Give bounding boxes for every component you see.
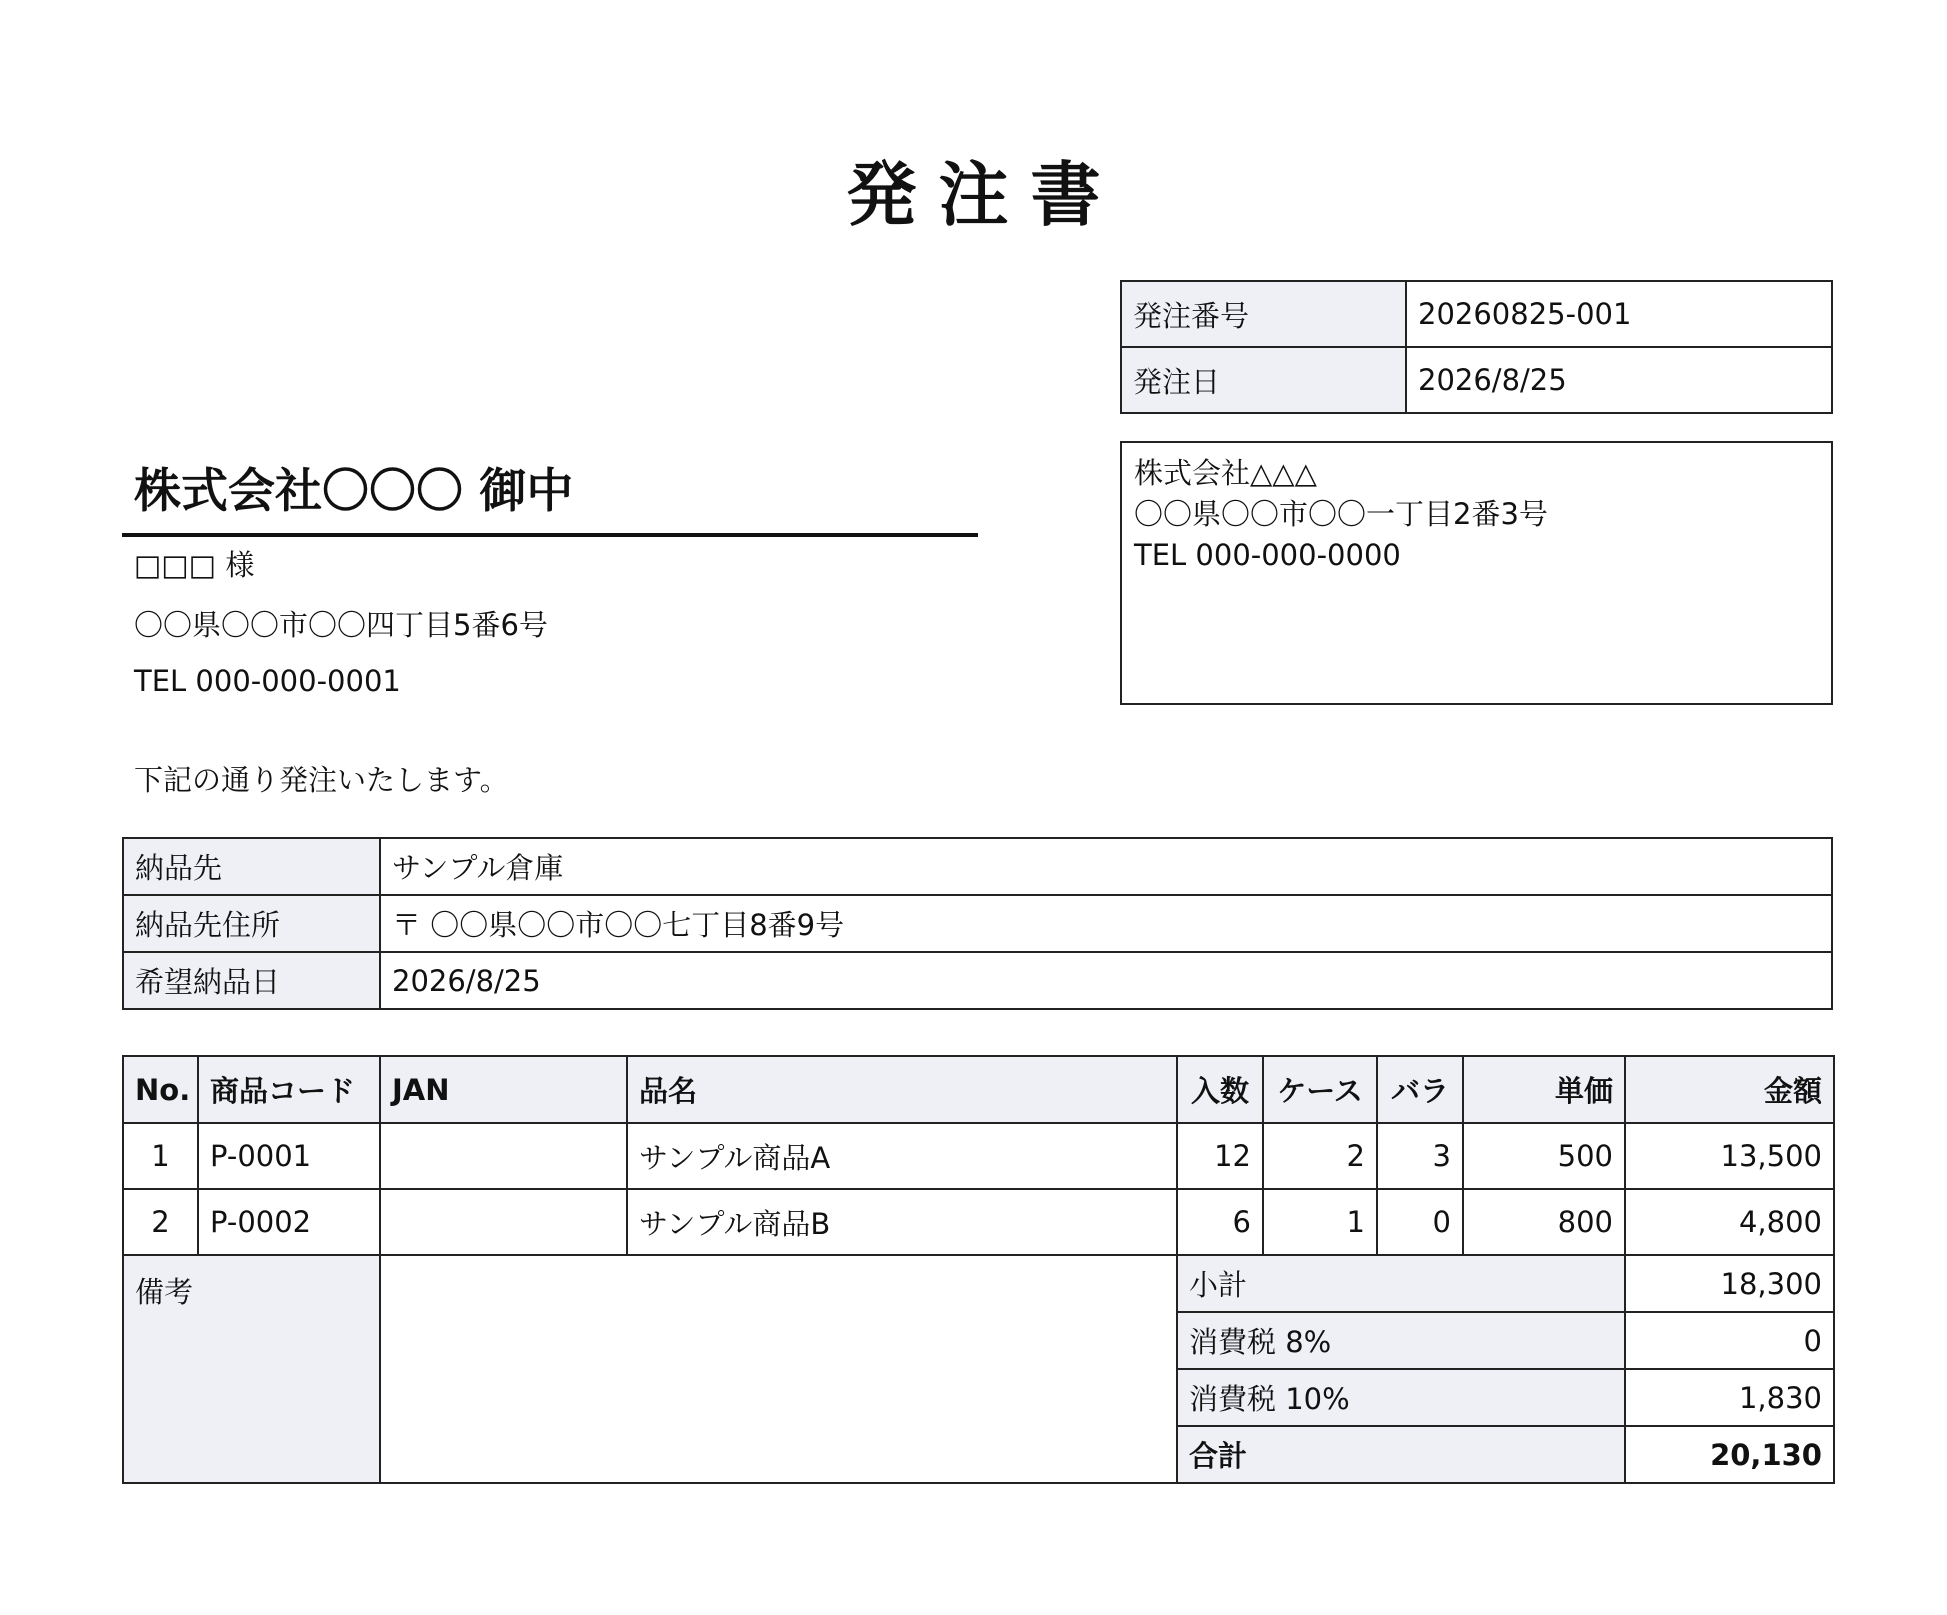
delivery-date-row [123, 952, 1832, 1009]
order-number-label: 発注番号 [1121, 281, 1406, 347]
item-jan [380, 1123, 627, 1189]
recipient-person: □□□ 様 [134, 548, 255, 582]
item-jan [380, 1189, 627, 1255]
recipient-underline [122, 533, 978, 537]
tax-10-label: 消費税 10% [1177, 1369, 1625, 1426]
delivery-table [122, 837, 1833, 1010]
header-quantity-per-case: 入数 [1177, 1056, 1263, 1123]
item-name: サンプル商品B [627, 1189, 1177, 1255]
header-no: No. [123, 1056, 198, 1123]
items-header-row [123, 1056, 1834, 1123]
recipient-tel: TEL 000-000-0001 [134, 664, 401, 698]
order-date-value: 2026/8/25 [1406, 347, 1832, 413]
sender-company: 株式会社△△△ [1134, 456, 1317, 490]
order-number-row [1121, 281, 1832, 347]
table-row [123, 1123, 1834, 1189]
tax-8-label: 消費税 8% [1177, 1312, 1625, 1369]
item-pieces: 0 [1377, 1189, 1463, 1255]
remarks-label: 備考 [123, 1255, 380, 1483]
item-pieces: 3 [1377, 1123, 1463, 1189]
tax-10-value: 1,830 [1625, 1369, 1834, 1426]
header-amount: 金額 [1625, 1056, 1834, 1123]
recipient-company: 株式会社〇〇〇 御中 [134, 464, 574, 519]
order-number-value: 20260825-001 [1406, 281, 1832, 347]
delivery-destination-label: 納品先 [123, 838, 380, 895]
item-quantity-per-case: 6 [1177, 1189, 1263, 1255]
delivery-date-value: 2026/8/25 [380, 952, 1832, 1009]
subtotal-value: 18,300 [1625, 1255, 1834, 1312]
delivery-destination-row [123, 838, 1832, 895]
item-cases: 2 [1263, 1123, 1377, 1189]
header-product-code: 商品コード [198, 1056, 380, 1123]
remarks-value [380, 1255, 1177, 1483]
item-quantity-per-case: 12 [1177, 1123, 1263, 1189]
sender-tel: TEL 000-000-0000 [1134, 538, 1401, 572]
delivery-address-label: 納品先住所 [123, 895, 380, 952]
item-amount: 13,500 [1625, 1123, 1834, 1189]
delivery-address-row [123, 895, 1832, 952]
order-date-row [1121, 347, 1832, 413]
table-row [123, 1189, 1834, 1255]
item-no: 1 [123, 1123, 198, 1189]
sender-address: 〇〇県〇〇市〇〇一丁目2番3号 [1134, 497, 1548, 531]
item-code: P-0001 [198, 1123, 380, 1189]
header-unit-price: 単価 [1463, 1056, 1625, 1123]
items-table [122, 1055, 1835, 1484]
recipient-address: 〇〇県〇〇市〇〇四丁目5番6号 [134, 608, 548, 642]
item-amount: 4,800 [1625, 1189, 1834, 1255]
order-date-label: 発注日 [1121, 347, 1406, 413]
sender-box [1120, 441, 1833, 705]
document-title: 発注書 [846, 154, 1123, 236]
subtotal-label: 小計 [1177, 1255, 1625, 1312]
delivery-address-value: 〒 〇〇県〇〇市〇〇七丁目8番9号 [380, 895, 1832, 952]
header-jan: JAN [380, 1056, 627, 1123]
delivery-destination-value: サンプル倉庫 [380, 838, 1832, 895]
tax-8-value: 0 [1625, 1312, 1834, 1369]
item-unit-price: 500 [1463, 1123, 1625, 1189]
total-label: 合計 [1177, 1426, 1625, 1483]
header-product-name: 品名 [627, 1056, 1177, 1123]
intro-text: 下記の通り発注いたします。 [134, 763, 509, 797]
item-name: サンプル商品A [627, 1123, 1177, 1189]
subtotal-row [123, 1255, 1834, 1312]
item-code: P-0002 [198, 1189, 380, 1255]
item-no: 2 [123, 1189, 198, 1255]
header-cases: ケース [1263, 1056, 1377, 1123]
header-pieces: バラ [1377, 1056, 1463, 1123]
total-value: 20,130 [1625, 1426, 1834, 1483]
order-meta-table [1120, 280, 1833, 414]
item-unit-price: 800 [1463, 1189, 1625, 1255]
item-cases: 1 [1263, 1189, 1377, 1255]
delivery-date-label: 希望納品日 [123, 952, 380, 1009]
